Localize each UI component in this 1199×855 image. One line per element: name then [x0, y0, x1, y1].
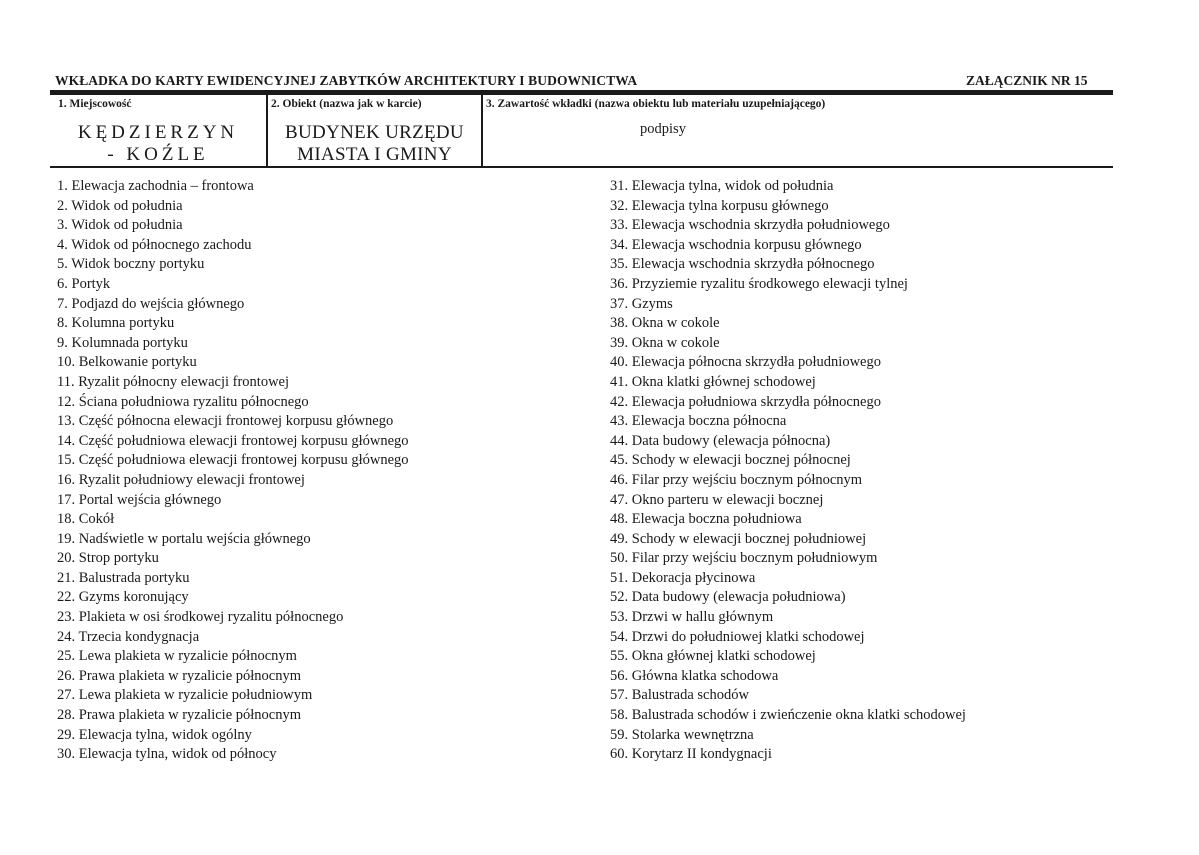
caption-item: 54. Drzwi do południowej klatki schodowej — [610, 628, 865, 645]
caption-item: 25. Lewa plakieta w ryzalicie północnym — [57, 648, 297, 665]
caption-item: 44. Data budowy (elewacja północna) — [610, 432, 831, 449]
caption-list-right — [610, 177, 966, 765]
object-value — [268, 122, 481, 166]
caption-item: 60. Korytarz II kondygnacji — [610, 746, 772, 763]
caption-item: 7. Podjazd do wejścia głównego — [57, 295, 245, 312]
caption-item: 34. Elewacja wschodnia korpusu głównego — [610, 236, 862, 253]
caption-item: 19. Nadświetle w portalu wejścia głównego — [57, 530, 311, 547]
caption-item: 40. Elewacja północna skrzydła południowego — [610, 354, 881, 371]
caption-item: 26. Prawa plakieta w ryzalicie północnym — [57, 667, 302, 684]
caption-item: 58. Balustrada schodów i zwieńczenie okna klatki schodowej — [610, 707, 966, 724]
caption-item: 46. Filar przy wejściu bocznym północnym — [610, 471, 863, 488]
caption-item: 6. Portyk — [57, 275, 111, 292]
caption-item: 51. Dekoracja płycinowa — [610, 569, 756, 586]
object-line-1: BUDYNEK URZĘDU — [285, 122, 464, 143]
caption-item: 38. Okna w cokole — [610, 315, 720, 332]
locality-value — [50, 122, 266, 166]
caption-item: 52. Data budowy (elewacja południowa) — [610, 589, 846, 606]
caption-item: 43. Elewacja boczna północna — [610, 413, 787, 430]
caption-item: 16. Ryzalit południowy elewacji frontowej — [57, 471, 305, 488]
caption-item: 33. Elewacja wschodnia skrzydła południowego — [610, 217, 890, 234]
caption-item: 22. Gzyms koronujący — [57, 589, 189, 606]
document-title: WKŁADKA DO KARTY EWIDENCYJNEJ ZABYTKÓW ARCHITEKTURY I BUDOWNICTWA — [55, 73, 638, 88]
header-rule — [50, 90, 1113, 95]
caption-item: 28. Prawa plakieta w ryzalicie północnym — [57, 707, 302, 724]
caption-item: 12. Ściana południowa ryzalitu północnego — [57, 393, 309, 410]
caption-item: 18. Cokół — [57, 511, 115, 528]
caption-list-left — [57, 177, 409, 765]
caption-item: 1. Elewacja zachodnia – frontowa — [57, 178, 254, 194]
caption-item: 5. Widok boczny portyku — [57, 256, 205, 273]
caption-item: 9. Kolumnada portyku — [57, 334, 188, 351]
object-label: 2. Obiekt (nazwa jak w karcie) — [271, 98, 422, 110]
locality-line-2: - KOŹLE — [107, 144, 209, 165]
locality-line-1: KĘDZIERZYN — [77, 122, 239, 143]
table-bottom-rule — [50, 166, 1113, 168]
caption-item: 8. Kolumna portyku — [57, 315, 175, 332]
caption-item: 21. Balustrada portyku — [57, 569, 190, 586]
caption-item: 49. Schody w elewacji bocznej południowej — [610, 530, 867, 547]
caption-item: 53. Drzwi w hallu głównym — [610, 609, 774, 626]
locality-label: 1. Miejscowość — [58, 98, 132, 110]
caption-item: 30. Elewacja tylna, widok od północy — [57, 746, 277, 763]
contents-label: 3. Zawartość wkładki (nazwa obiektu lub materiału uzupełniającego) — [486, 98, 826, 110]
caption-item: 37. Gzyms — [610, 295, 673, 312]
caption-item: 24. Trzecia kondygnacja — [57, 628, 200, 645]
caption-item: 29. Elewacja tylna, widok ogólny — [57, 726, 252, 743]
caption-item: 57. Balustrada schodów — [610, 687, 749, 704]
caption-item: 59. Stolarka wewnętrzna — [610, 726, 754, 743]
caption-item: 50. Filar przy wejściu bocznym południowym — [610, 550, 878, 567]
caption-item: 13. Część północna elewacji frontowej korpusu głównego — [57, 413, 394, 430]
caption-item: 41. Okna klatki głównej schodowej — [610, 373, 816, 390]
caption-item: 32. Elewacja tylna korpusu głównego — [610, 197, 829, 214]
caption-item: 3. Widok od południa — [57, 217, 183, 234]
caption-item: 27. Lewa plakieta w ryzalicie południowym — [57, 687, 313, 704]
caption-item: 14. Część południowa elewacji frontowej korpusu głównego — [57, 432, 409, 449]
annex-number: ZAŁĄCZNIK NR 15 — [966, 73, 1088, 88]
caption-item: 4. Widok od północnego zachodu — [57, 236, 252, 253]
caption-item: 20. Strop portyku — [57, 550, 159, 567]
caption-item: 2. Widok od południa — [57, 197, 183, 214]
caption-item: 23. Plakieta w osi środkowej ryzalitu północnego — [57, 609, 344, 626]
caption-item: 11. Ryzalit północny elewacji frontowej — [57, 373, 290, 390]
caption-item: 56. Główna klatka schodowa — [610, 667, 779, 684]
caption-item: 35. Elewacja wschodnia skrzydła północnego — [610, 256, 875, 273]
caption-item: 31. Elewacja tylna, widok od południa — [610, 178, 834, 194]
caption-item: 55. Okna głównej klatki schodowej — [610, 648, 816, 665]
caption-item: 17. Portal wejścia głównego — [57, 491, 222, 508]
caption-item: 39. Okna w cokole — [610, 334, 720, 351]
caption-item: 15. Część południowa elewacji frontowej korpusu głównego — [57, 452, 409, 469]
caption-item: 42. Elewacja południowa skrzydła północnego — [610, 393, 881, 410]
caption-item: 47. Okno parteru w elewacji bocznej — [610, 491, 824, 508]
caption-item: 45. Schody w elewacji bocznej północnej — [610, 452, 851, 469]
contents-value: podpisy — [640, 121, 686, 137]
caption-item: 10. Belkowanie portyku — [57, 354, 197, 371]
caption-item: 36. Przyziemie ryzalitu środkowego elewacji tylnej — [610, 275, 908, 292]
object-line-2: MIASTA I GMINY — [297, 144, 452, 165]
caption-item: 48. Elewacja boczna południowa — [610, 511, 802, 528]
